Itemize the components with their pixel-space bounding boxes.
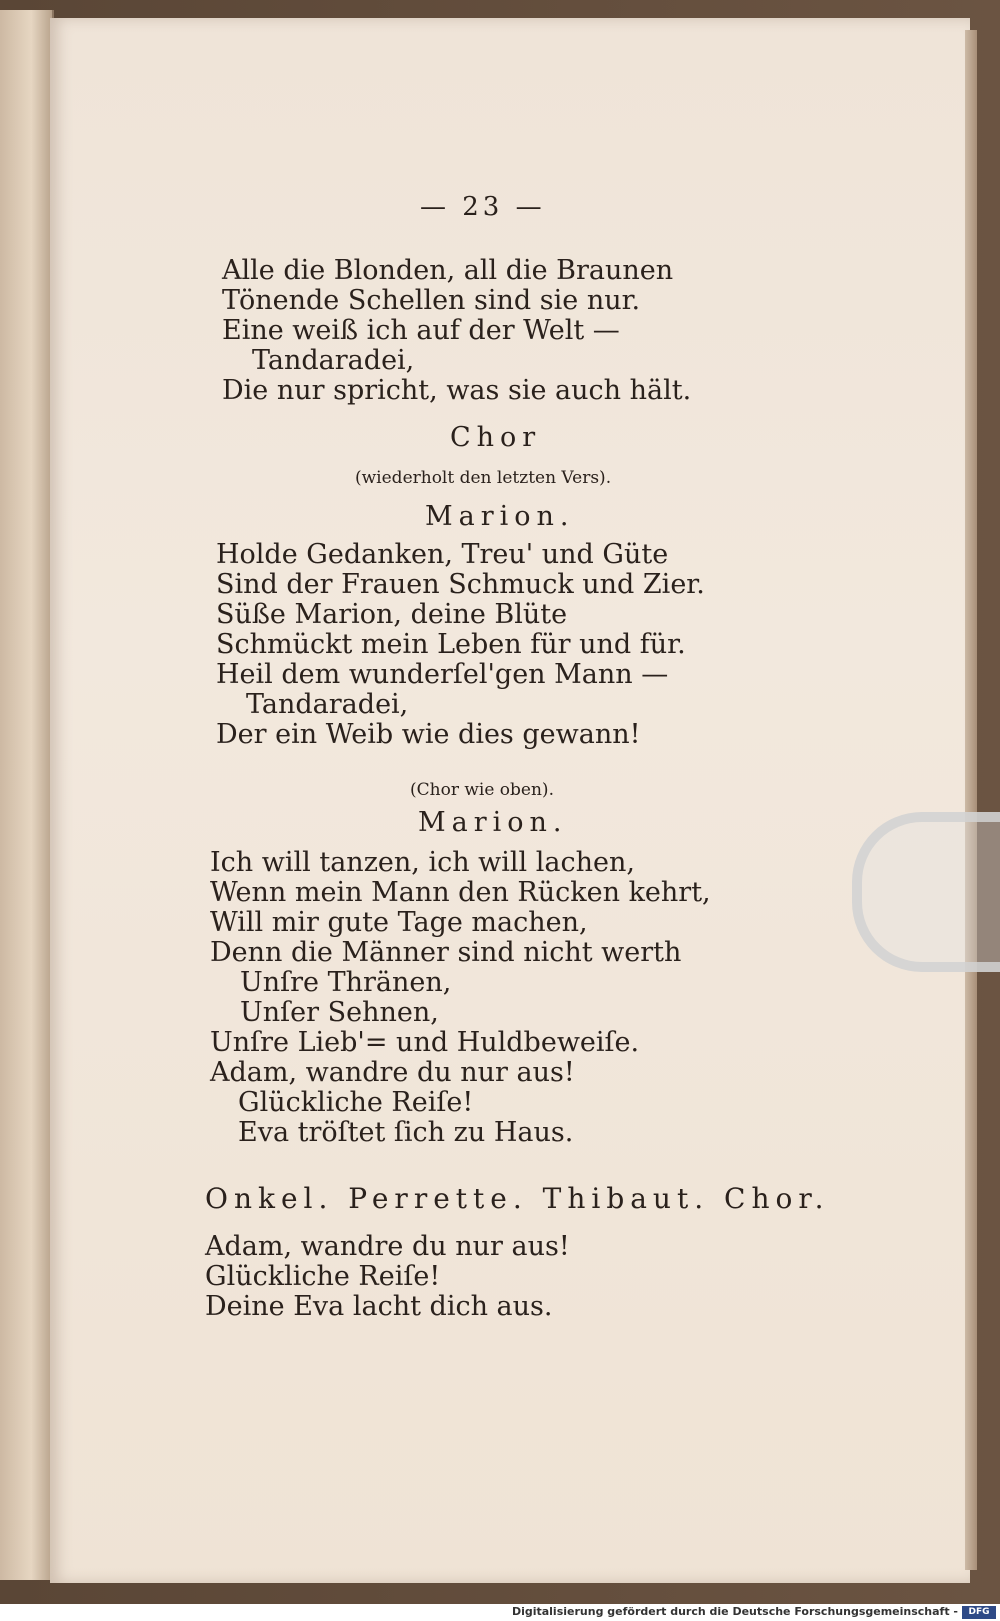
verse-line: Holde Gedanken, Treu' und Güte	[216, 539, 669, 570]
section-heading-ensemble: Onkel. Perrette. Thibaut. Chor.	[205, 1182, 830, 1215]
verse-line: Der ein Weib wie dies gewann!	[216, 719, 641, 750]
section-heading-chor: Chor	[450, 422, 542, 453]
verse-line: Unſer Sehnen,	[240, 997, 439, 1028]
section-heading-marion: Marion.	[425, 501, 575, 532]
verse-line: Süße Marion, deine Blüte	[216, 599, 568, 630]
verse-line: Glückliche Reiſe!	[205, 1261, 441, 1292]
verse-line: Glückliche Reiſe!	[238, 1087, 474, 1118]
verse-line: Will mir gute Tage machen,	[210, 907, 588, 938]
verse-line: Eva tröſtet ſich zu Haus.	[238, 1117, 574, 1148]
verse-line: Denn die Männer sind nicht werth	[210, 937, 682, 968]
verse-line: Tönende Schellen sind sie nur.	[222, 285, 641, 316]
verse-line: Alle die Blonden, all die Braunen	[222, 255, 674, 286]
verse-line: Adam, wandre du nur aus!	[210, 1057, 575, 1088]
page-number: — 23 —	[420, 192, 546, 222]
dfg-logo-icon: DFG	[962, 1606, 996, 1619]
verse-line: Adam, wandre du nur aus!	[205, 1231, 570, 1262]
verse-line: Heil dem wunderſel'gen Mann —	[216, 659, 669, 690]
footer-bar	[0, 1604, 1000, 1621]
verse-line: Eine weiß ich auf der Welt —	[222, 315, 620, 346]
verse-line: Unſre Thränen,	[240, 967, 452, 998]
page-clip	[852, 812, 1000, 972]
footer-credit: Digitalisierung gefördert durch die Deutsche Forschungsgemeinschaft -	[511, 1605, 958, 1618]
facing-page-edge	[0, 10, 54, 1580]
verse-line: Sind der Frauen Schmuck und Zier.	[216, 569, 705, 600]
page-stack-edge	[965, 30, 977, 1570]
verse-line: Unſre Lieb'= und Huldbeweiſe.	[210, 1027, 640, 1058]
verse-line: Tandaradei,	[252, 345, 415, 376]
verse-line: Wenn mein Mann den Rücken kehrt,	[210, 877, 711, 908]
verse-line: Tandaradei,	[246, 689, 409, 720]
stage-direction: (wiederholt den letzten Vers).	[355, 468, 612, 488]
verse-line: Deine Eva lacht dich aus.	[205, 1291, 553, 1322]
verse-line: Ich will tanzen, ich will lachen,	[210, 847, 635, 878]
verse-line: Die nur spricht, was sie auch hält.	[222, 375, 692, 406]
section-heading-marion: Marion.	[418, 807, 568, 838]
verse-line: Schmückt mein Leben für und für.	[216, 629, 686, 660]
stage-direction: (Chor wie oben).	[410, 780, 554, 800]
